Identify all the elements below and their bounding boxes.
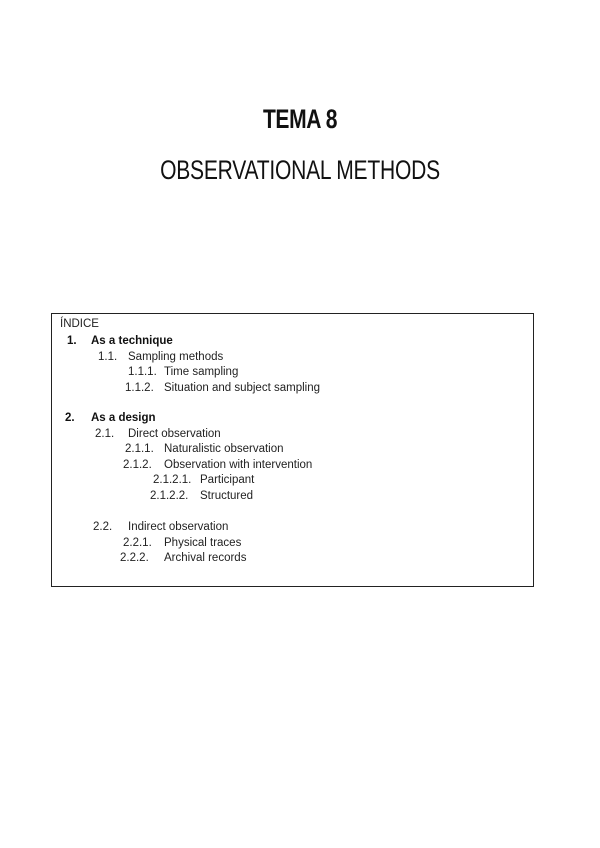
toc-entry-text: Observation with intervention <box>164 459 313 471</box>
toc-heading: ÍNDICE <box>60 318 99 330</box>
page-subtitle: OBSERVATIONAL METHODS <box>160 155 440 185</box>
toc-entry-number: 2.2.2. <box>120 552 149 564</box>
toc-entry-number: 1.1. <box>98 351 118 363</box>
toc-entry-number: 2. <box>65 412 75 424</box>
toc-entry-number: 1.1.2. <box>125 382 154 394</box>
table-of-contents <box>51 313 534 587</box>
toc-entry-number: 1.1.1. <box>128 366 157 378</box>
toc-entry-text: Sampling methods <box>128 351 224 363</box>
toc-entry-text: Naturalistic observation <box>164 443 284 455</box>
toc-entry-text: As a technique <box>91 335 173 347</box>
toc-entry-text: Direct observation <box>128 428 221 440</box>
toc-entry-text: Archival records <box>164 552 247 564</box>
toc-entry-number: 1. <box>67 335 77 347</box>
toc-entry-number: 2.2.1. <box>123 537 152 549</box>
toc-entry-number: 2.1.1. <box>125 443 154 455</box>
toc-entry-text: As a design <box>91 412 156 424</box>
toc-entry-number: 2.2. <box>93 521 113 533</box>
page-title: TEMA 8 <box>262 104 338 134</box>
toc-entry-text: Participant <box>200 474 255 486</box>
toc-entry-text: Situation and subject sampling <box>164 382 320 394</box>
toc-entry-number: 2.1. <box>95 428 115 440</box>
toc-entry-number: 2.1.2.1. <box>153 474 192 486</box>
toc-entry-text: Time sampling <box>164 366 239 378</box>
toc-entry-text: Indirect observation <box>128 521 229 533</box>
toc-entry-number: 2.1.2.2. <box>150 490 189 502</box>
toc-entry-text: Structured <box>200 490 254 502</box>
toc-entry-text: Physical traces <box>164 537 242 549</box>
toc-entry-number: 2.1.2. <box>123 459 152 471</box>
